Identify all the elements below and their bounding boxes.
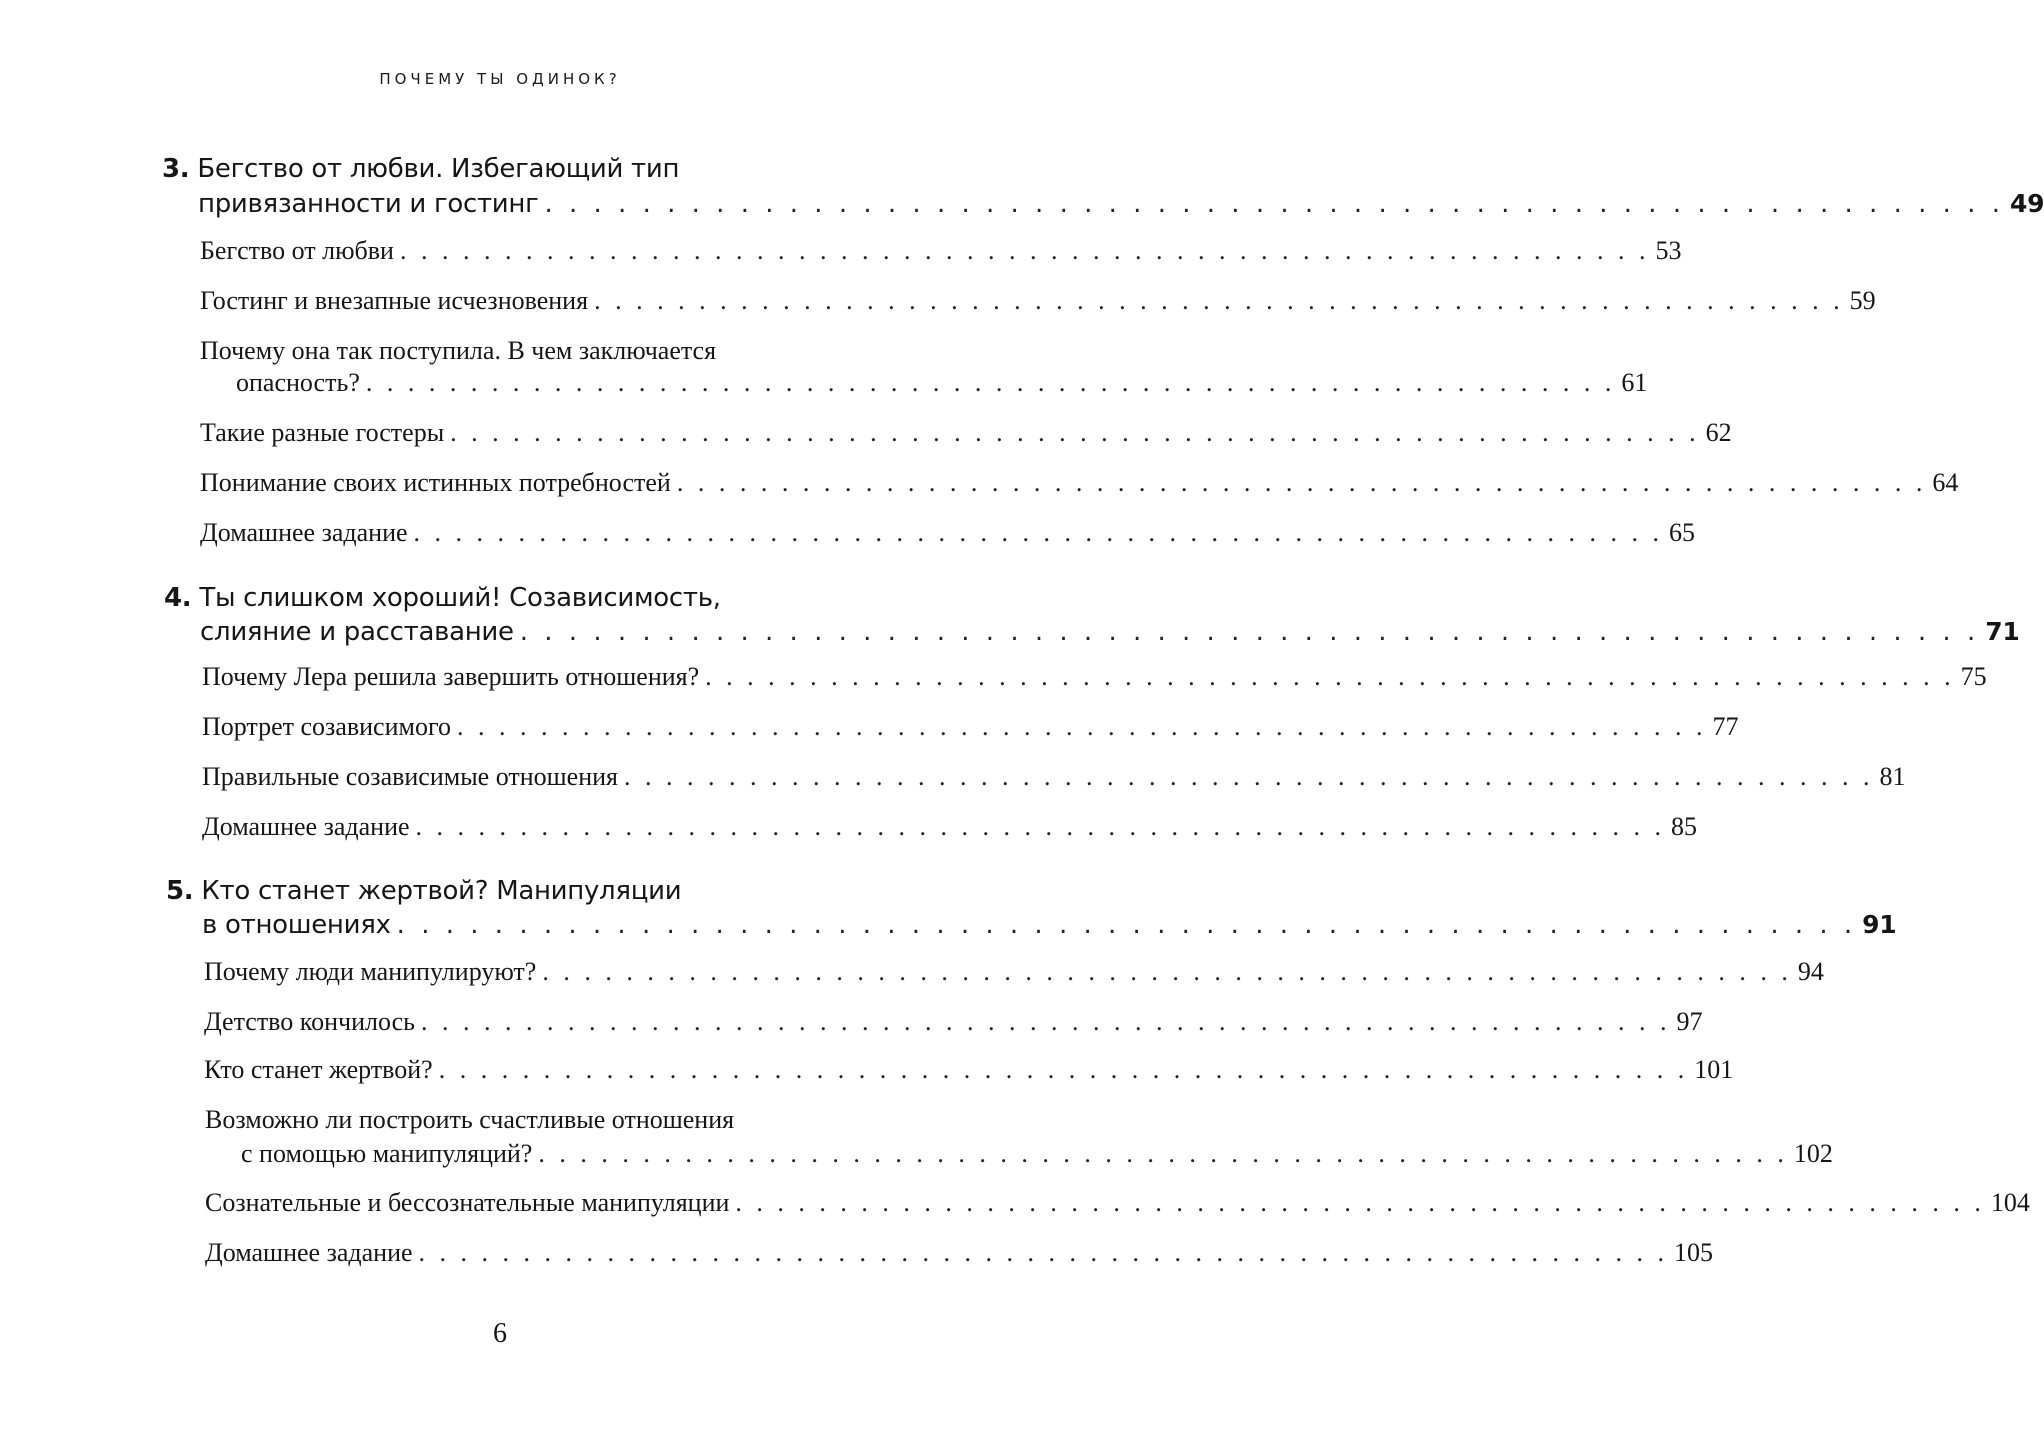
section-title-cont: опасность?	[236, 368, 360, 397]
toc-entry[interactable]	[200, 418, 1732, 448]
section-title: Домашнее задание	[200, 518, 408, 547]
leader-dots: . . . . . . . . . . . . . . . . . . . . . . . . . . . . . . . . . . . . . . . . . . . . . . . . . . . . . . . . . . . .	[676, 468, 1927, 497]
section-title: Понимание своих истинных потребностей	[200, 468, 671, 497]
page-number: 105	[1674, 1238, 1714, 1267]
page-number: 104	[1990, 1188, 2030, 1217]
section-title: Бегство от любви	[200, 236, 394, 265]
section-title: Домашнее задание	[205, 1238, 413, 1267]
leader-dots: . . . . . . . . . . . . . . . . . . . . . . . . . . . . . . . . . . . . . . . . . . . . . . . . . . . . . . . . . . . .	[538, 1139, 1788, 1168]
toc-entry[interactable]	[241, 1139, 1833, 1169]
toc-entry[interactable]	[200, 468, 1959, 498]
section-title: Гостинг и внезапные исчезновения	[200, 286, 589, 315]
page-number: 81	[1879, 762, 1906, 791]
section-title: Сознательные и бессознательные манипуляции	[205, 1188, 730, 1217]
chapter-title: Ты слишком хороший! Созависимость,	[199, 583, 721, 613]
toc-entry[interactable]	[200, 236, 1682, 266]
leader-dots: . . . . . . . . . . . . . . . . . . . . . . . . . . . . . . . . . . . . . . . . . . . . . . . . . . . . . . . . . . . .	[415, 812, 1666, 841]
toc-entry[interactable]	[202, 812, 1698, 842]
page-number: 101	[1694, 1055, 1734, 1084]
toc-entry[interactable]	[202, 662, 1987, 692]
page-number: 59	[1849, 286, 1876, 315]
page-number: 49	[2009, 189, 2044, 218]
page-number: 62	[1705, 418, 1732, 447]
section-title: Домашнее задание	[202, 812, 410, 841]
section-title: Кто станет жертвой?	[204, 1055, 433, 1084]
toc-entry[interactable]	[205, 1188, 2030, 1218]
leader-dots: . . . . . . . . . . . . . . . . . . . . . . . . . . . . . . . . . . . . . . . . . . . . . . . . . . . . . . . . . . . .	[735, 1188, 1985, 1217]
leader-dots: . . . . . . . . . . . . . . . . . . . . . . . . . . . . . . . . . . . . . . . . . . . . . . . . . . . . . . . . . . . .	[450, 418, 1700, 447]
chapter-number: 3.	[162, 154, 190, 184]
page-number: 53	[1655, 236, 1682, 265]
leader-dots: . . . . . . . . . . . . . . . . . . . . . . . . . . . . . . . . . . . . . . . . . . . . . . . . . . . . . . . . . . . .	[542, 957, 1792, 986]
leader-dots: . . . . . . . . . . . . . . . . . . . . . . . . . . . . . . . . . . . . . . . . . . . . . . . . . . . . . . . . . . . .	[396, 910, 1857, 940]
leader-dots: . . . . . . . . . . . . . . . . . . . . . . . . . . . . . . . . . . . . . . . . . . . . . . . . . . . . . . . . . . . .	[544, 189, 2004, 219]
toc-entry[interactable]	[204, 1007, 1703, 1037]
leader-dots: . . . . . . . . . . . . . . . . . . . . . . . . . . . . . . . . . . . . . . . . . . . . . . . . . . . . . . . . . . . .	[421, 1007, 1671, 1036]
leader-dots: . . . . . . . . . . . . . . . . . . . . . . . . . . . . . . . . . . . . . . . . . . . . . . . . . . . . . . . . . . . .	[438, 1055, 1689, 1084]
toc-entry-line1[interactable]	[200, 336, 875, 366]
page-number: 75	[1960, 662, 1987, 691]
leader-dots: . . . . . . . . . . . . . . . . . . . . . . . . . . . . . . . . . . . . . . . . . . . . . . . . . . . . . . . . . . . .	[594, 286, 1844, 315]
section-title: Почему Лера решила завершить отношения?	[202, 662, 700, 691]
section-title: Почему люди манипулируют?	[204, 957, 537, 986]
page-number: 91	[1862, 910, 1897, 939]
chapter-5-title-line1	[166, 876, 886, 906]
chapter-number: 4.	[164, 583, 192, 613]
section-title: Почему она так поступила. В чем заключается	[200, 336, 717, 365]
section-title: Правильные созависимые отношения	[202, 762, 618, 791]
page-number: 94	[1797, 957, 1824, 986]
chapter-title-cont: привязанности и гостинг	[198, 189, 539, 219]
toc-entry[interactable]	[204, 957, 1824, 987]
leader-dots: . . . . . . . . . . . . . . . . . . . . . . . . . . . . . . . . . . . . . . . . . . . . . . . . . . . . . . . . . . . .	[365, 368, 1616, 397]
page-number: 102	[1793, 1139, 1833, 1168]
leader-dots: . . . . . . . . . . . . . . . . . . . . . . . . . . . . . . . . . . . . . . . . . . . . . . . . . . . . . . . . . . . .	[705, 662, 1955, 691]
leader-dots: . . . . . . . . . . . . . . . . . . . . . . . . . . . . . . . . . . . . . . . . . . . . . . . . . . . . . . . . . . . .	[456, 712, 1707, 741]
chapter-title: Бегство от любви. Избегающий тип	[197, 154, 680, 184]
chapter-3-title-line1	[162, 154, 882, 184]
section-title: Детство кончилось	[204, 1007, 416, 1036]
chapter-title: Кто станет жертвой? Манипуляции	[201, 876, 682, 906]
section-title: Такие разные гостеры	[200, 418, 445, 447]
running-head: ПОЧЕМУ ТЫ ОДИНОК?	[379, 70, 621, 88]
toc-entry-chapter-3[interactable]	[198, 189, 2044, 219]
page-number: 97	[1676, 1007, 1703, 1036]
page-number: 64	[1932, 468, 1959, 497]
leader-dots: . . . . . . . . . . . . . . . . . . . . . . . . . . . . . . . . . . . . . . . . . . . . . . . . . . . . . . . . . . . .	[418, 1238, 1669, 1267]
chapter-title-cont: слияние и расставание	[200, 617, 514, 647]
toc-entry-line1[interactable]	[205, 1105, 880, 1135]
toc-entry[interactable]	[200, 286, 1876, 316]
toc-entry[interactable]	[204, 1055, 1734, 1085]
section-title-cont: с помощью манипуляций?	[241, 1139, 533, 1168]
toc-entry[interactable]	[200, 518, 1696, 548]
toc-entry-chapter-5[interactable]	[202, 910, 1897, 940]
toc-entry-chapter-4[interactable]	[200, 617, 2020, 647]
leader-dots: . . . . . . . . . . . . . . . . . . . . . . . . . . . . . . . . . . . . . . . . . . . . . . . . . . . . . . . . . . . .	[399, 236, 1650, 265]
chapter-number: 5.	[166, 876, 194, 906]
page-number: 71	[1985, 617, 2020, 646]
toc-entry[interactable]	[202, 762, 1906, 792]
page-number: 85	[1671, 812, 1698, 841]
leader-dots: . . . . . . . . . . . . . . . . . . . . . . . . . . . . . . . . . . . . . . . . . . . . . . . . . . . . . . . . . . . .	[624, 762, 1874, 791]
chapter-4-title-line1	[164, 583, 884, 613]
leader-dots: . . . . . . . . . . . . . . . . . . . . . . . . . . . . . . . . . . . . . . . . . . . . . . . . . . . . . . . . . . . .	[413, 518, 1664, 547]
toc-entry[interactable]	[236, 368, 1648, 398]
leader-dots: . . . . . . . . . . . . . . . . . . . . . . . . . . . . . . . . . . . . . . . . . . . . . . . . . . . . . . . . . . . .	[519, 617, 1980, 647]
page-number: 65	[1669, 518, 1696, 547]
section-title: Возможно ли построить счастливые отношения	[205, 1105, 735, 1134]
section-title: Портрет созависимого	[202, 712, 451, 741]
chapter-title-cont: в отношениях	[202, 910, 391, 940]
page-folio: 6	[493, 1318, 507, 1349]
toc-entry[interactable]	[205, 1238, 1714, 1268]
toc-entry[interactable]	[202, 712, 1739, 742]
page-number: 77	[1712, 712, 1739, 741]
page-number: 61	[1621, 368, 1648, 397]
